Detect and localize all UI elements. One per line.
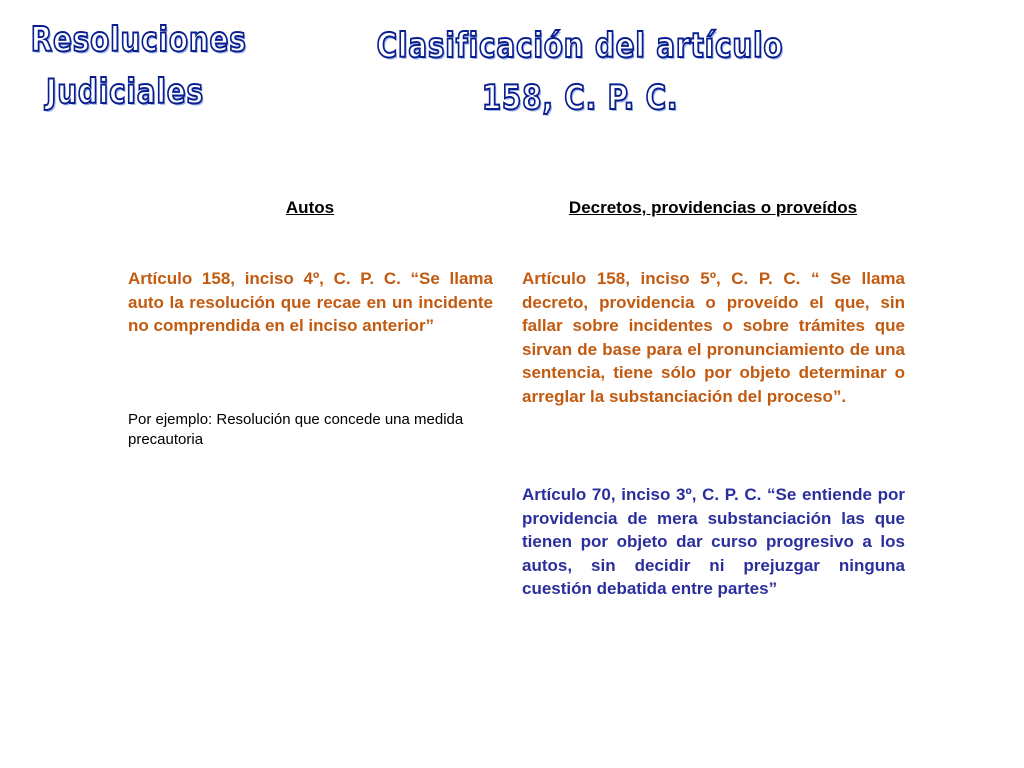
title-left-line1: Resoluciones — [30, 20, 247, 60]
title-resoluciones-judiciales — [30, 14, 247, 118]
decretos-heading: Decretos, providencias o proveídos — [568, 198, 858, 217]
article-158-inciso-4: Artículo 158, inciso 4º, C. P. C. “Se llama auto la resolución que recae en un incidente no comprendida en el inciso anterior” — [128, 269, 493, 335]
title-clasificacion — [375, 20, 785, 124]
article-70-inciso-3: Artículo 70, inciso 3º, C. P. C. “Se entiende por providencia de mera substanciación las que tienen por objeto dar curso progresivo a los autos, sin decidir ni prejuzgar ninguna cuestión debatida entre partes” — [522, 485, 905, 598]
title-right-line1: Clasificación del artículo — [376, 26, 784, 66]
title-right-line2: 158, C. P. C. — [481, 78, 679, 118]
title-left-line2: Judiciales — [46, 72, 204, 112]
autos-heading: Autos — [285, 198, 335, 217]
example-text: Por ejemplo: Resolución que concede una medida precautoria — [128, 411, 464, 448]
article-158-inciso-5: Artículo 158, inciso 5º, C. P. C. “ Se llama decreto, providencia o proveído el que, sin fallar sobre incidentes o sobre trámites que sirvan de base para el pronunciamiento de una sentencia, tiene sólo por objeto determinar o arreglar la substanciación del proceso”. — [522, 269, 905, 406]
